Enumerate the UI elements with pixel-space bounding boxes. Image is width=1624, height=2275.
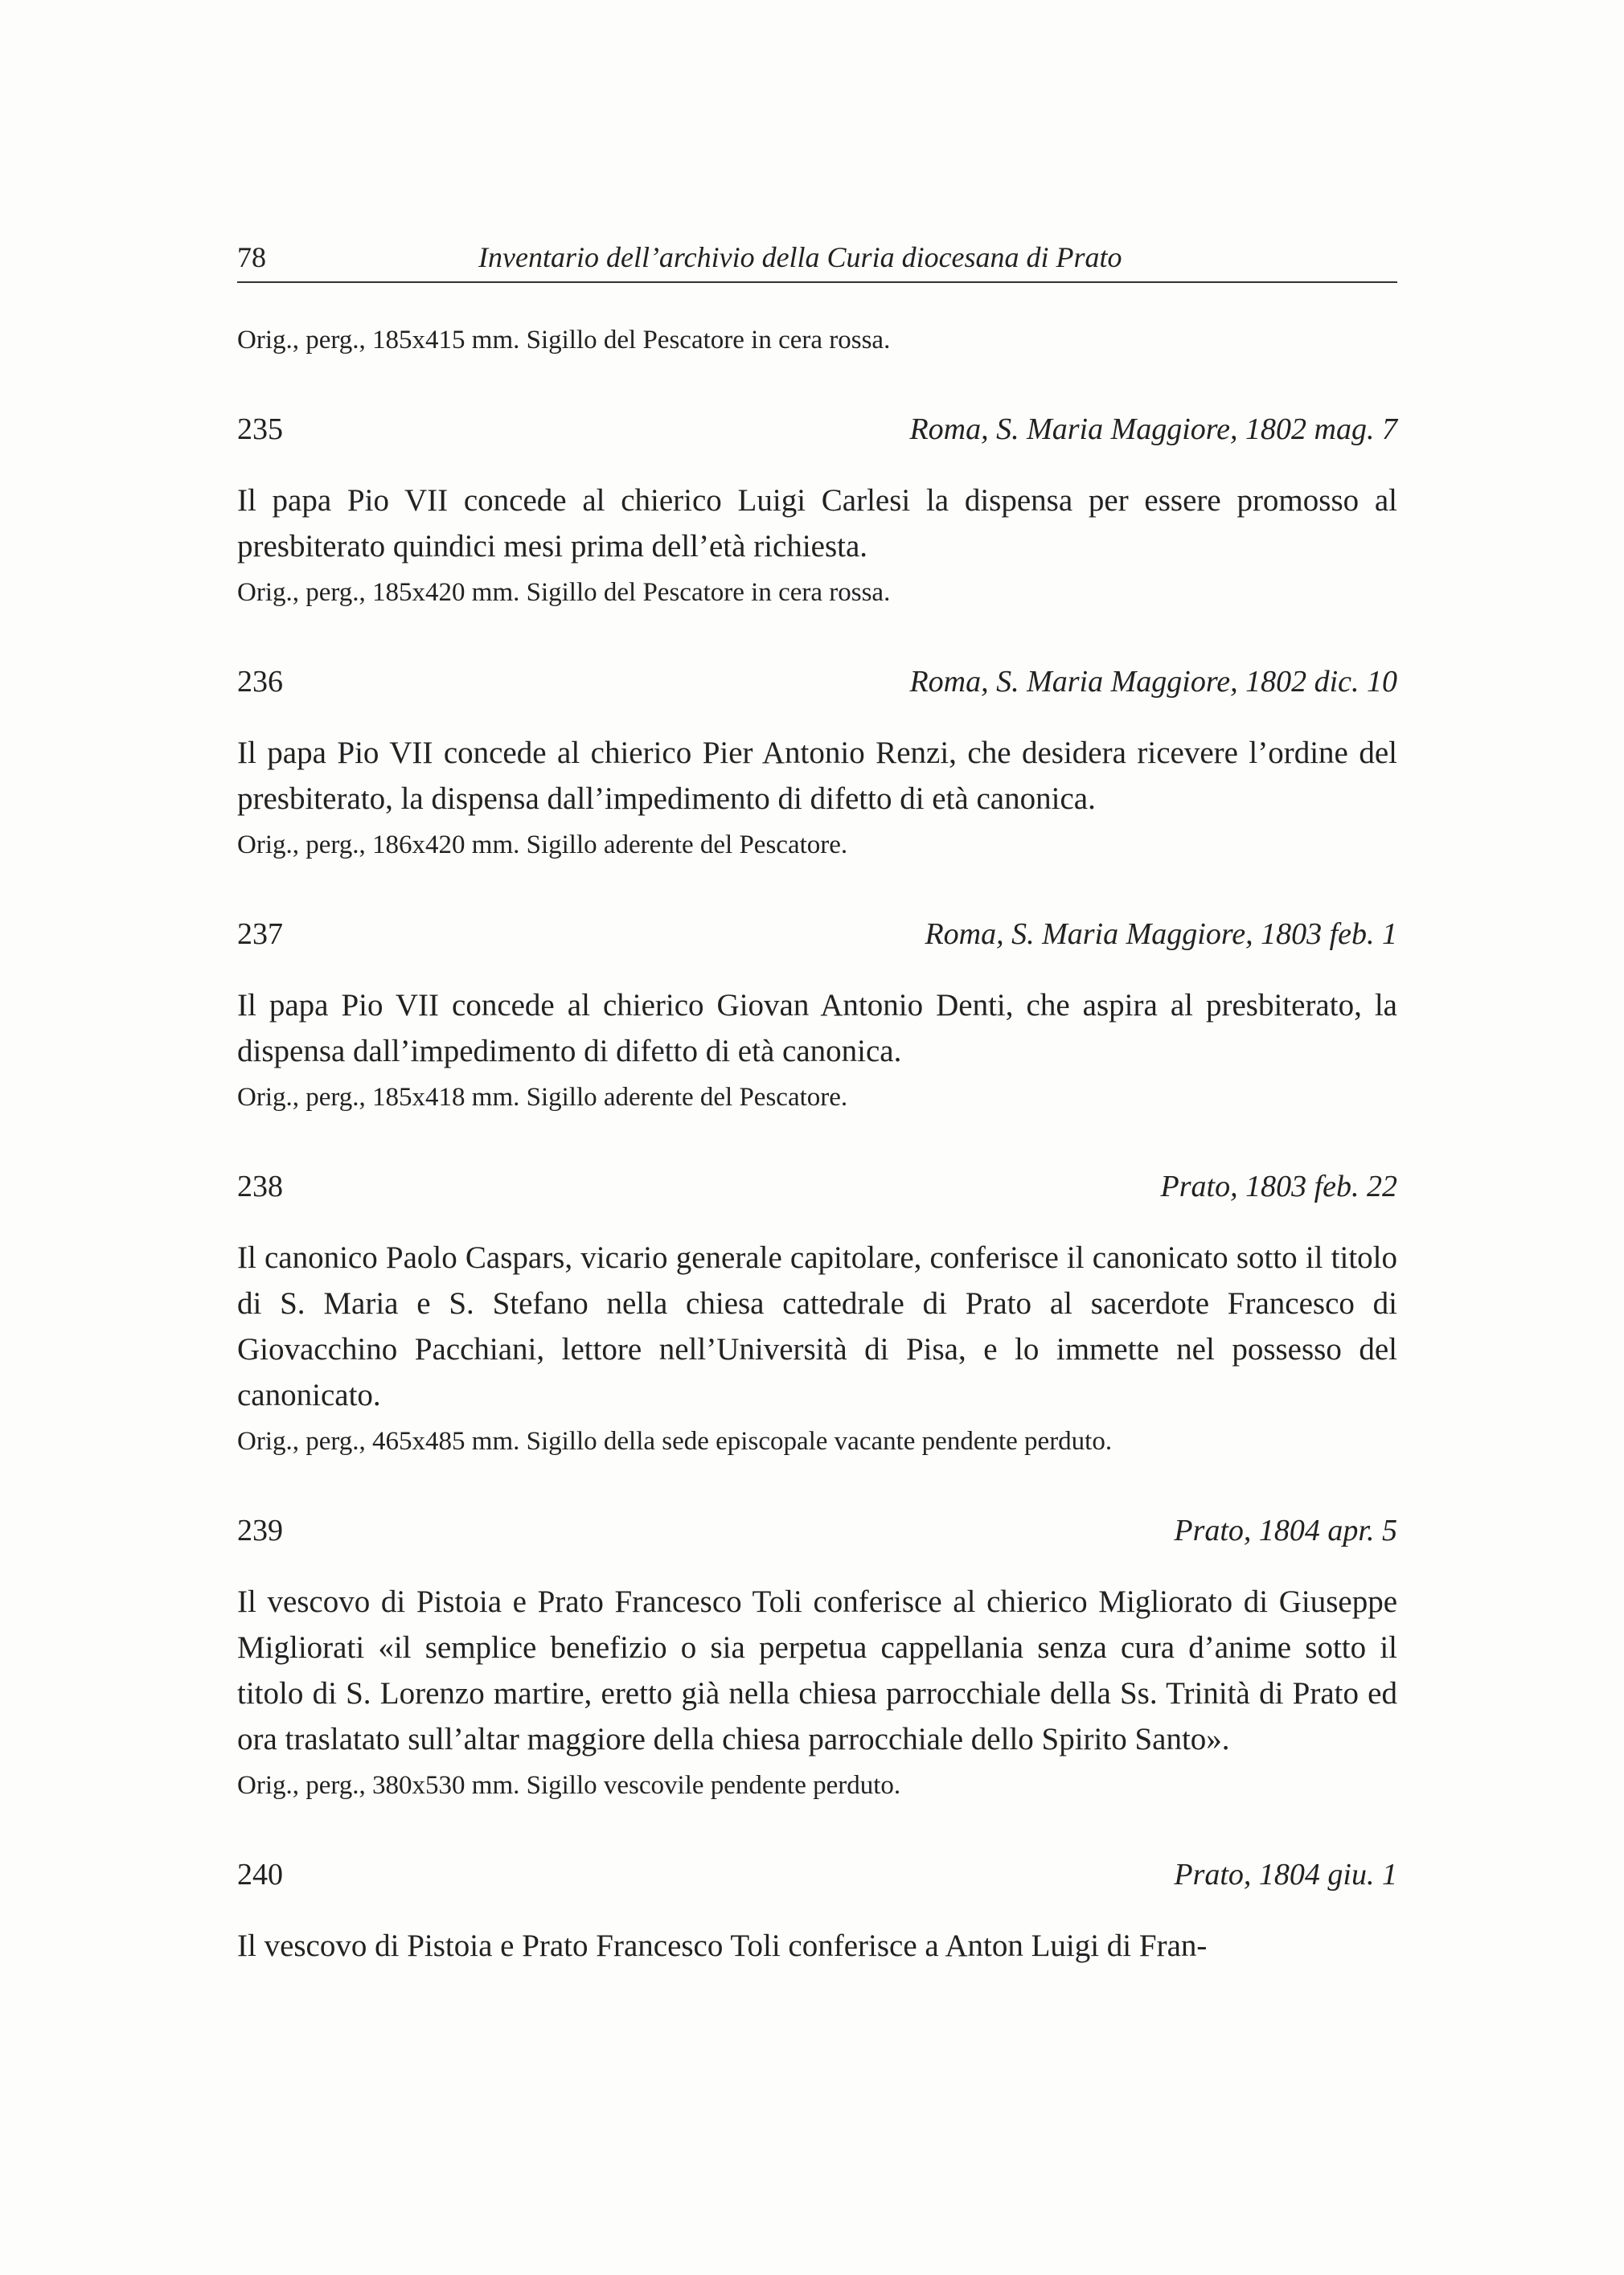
- entry-heading: [237, 912, 1397, 957]
- entry-heading: [237, 1508, 1397, 1553]
- entry-235: [237, 407, 1397, 611]
- page-number: 78: [237, 241, 266, 273]
- entry-place-date: Roma, S. Maria Maggiore, 1802 mag. 7: [909, 412, 1397, 446]
- entry-text: Il papa Pio VII concede al chierico Giovan Antonio Denti, che aspira al presbiterato, la dispensa dall’impedimento di difetto di età canonica.: [237, 988, 1397, 1068]
- entry-heading: [237, 659, 1397, 704]
- lead-note: Orig., perg., 185x415 mm. Sigillo del Pescatore in cera rossa.: [237, 326, 891, 355]
- page-header: [237, 233, 1397, 283]
- entry-number: 236: [237, 665, 283, 699]
- entry-place-date: Roma, S. Maria Maggiore, 1802 dic. 10: [909, 665, 1397, 699]
- entry-number: 240: [237, 1858, 283, 1892]
- page-content: [237, 322, 1397, 1974]
- entry-place-date: Prato, 1804 giu. 1: [1174, 1858, 1397, 1892]
- entry-240: [237, 1852, 1397, 1969]
- entry-heading: [237, 1164, 1397, 1209]
- entry-note: Orig., perg., 465x485 mm. Sigillo della sede episcopale vacante pendente perduto.: [237, 1427, 1113, 1456]
- entry-place-date: Roma, S. Maria Maggiore, 1803 feb. 1: [925, 917, 1397, 951]
- running-title: Inventario dell’archivio della Curia diocesana di Prato: [478, 241, 1122, 273]
- entry-note: Orig., perg., 380x530 mm. Sigillo vescovile pendente perduto.: [237, 1771, 901, 1800]
- entry-note: Orig., perg., 185x418 mm. Sigillo aderente del Pescatore.: [237, 1083, 848, 1112]
- entry-text: Il papa Pio VII concede al chierico Pier Antonio Renzi, che desidera ricevere l’ordine del presbiterato, la dispensa dall’impedimento di difetto di età canonica.: [237, 736, 1397, 816]
- entry-236: [237, 659, 1397, 863]
- entry-239: [237, 1508, 1397, 1804]
- entry-number: 238: [237, 1170, 283, 1203]
- entry-note: Orig., perg., 186x420 mm. Sigillo aderente del Pescatore.: [237, 830, 848, 859]
- entry-number: 237: [237, 917, 283, 951]
- entry-number: 235: [237, 412, 283, 446]
- entry-text: Il vescovo di Pistoia e Prato Francesco Toli conferisce al chierico Migliorato di Giuseppe Migliorati «il semplice benefizio o sia perpetua cappellania senza cura d’anime sotto il titolo di S. Lorenzo martire, eretto già nella chiesa parrocchiale della Ss. Trinità di Prato ed ora traslatato sull’altar maggiore della chiesa parrocchiale dello Spirito Santo».: [237, 1584, 1397, 1756]
- entry-place-date: Prato, 1803 feb. 22: [1160, 1170, 1397, 1203]
- entry-237: [237, 912, 1397, 1116]
- entry-note: Orig., perg., 185x420 mm. Sigillo del Pescatore in cera rossa.: [237, 578, 891, 607]
- entry-text: Il canonico Paolo Caspars, vicario generale capitolare, conferisce il canonicato sotto il titolo di S. Maria e S. Stefano nella chiesa cattedrale di Prato al sacerdote Francesco di Giovacchino Pacchiani, lettore nell’Università di Pisa, e lo immette nel possesso del canonicato.: [237, 1240, 1397, 1412]
- entry-238: [237, 1164, 1397, 1460]
- entry-place-date: Prato, 1804 apr. 5: [1174, 1514, 1397, 1547]
- entry-text: Il papa Pio VII concede al chierico Luigi Carlesi la dispensa per essere promosso al presbiterato quindici mesi prima dell’età richiesta.: [237, 483, 1397, 564]
- entry-heading: [237, 1852, 1397, 1897]
- entry-heading: [237, 407, 1397, 452]
- entry-text: Il vescovo di Pistoia e Prato Francesco Toli conferisce a Anton Luigi di Fran-: [237, 1929, 1208, 1963]
- entry-number: 239: [237, 1514, 283, 1547]
